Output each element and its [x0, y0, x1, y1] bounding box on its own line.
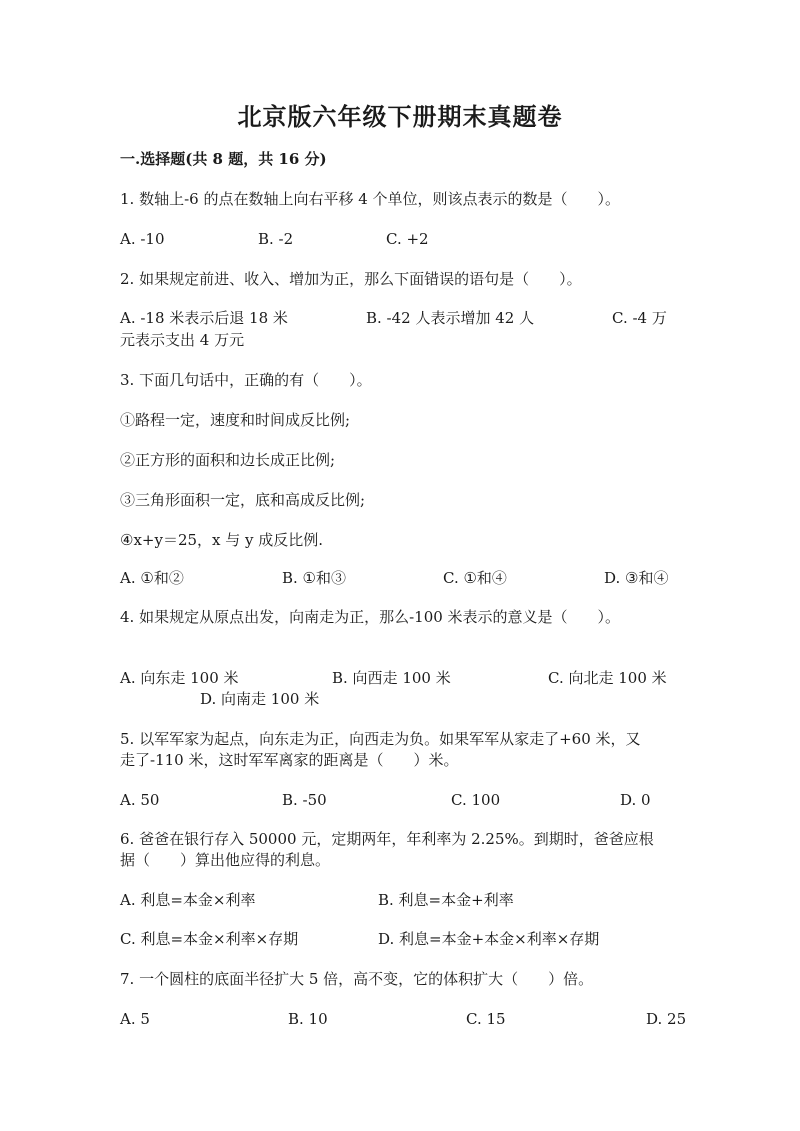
question-6-option-d: D. 利息=本金+本金×利率×存期: [378, 930, 600, 948]
question-2-option-c-continued: 元表示支出 4 万元: [120, 331, 245, 349]
question-3-option-d: D. ③和④: [604, 569, 669, 587]
question-7-option-b: B. 10: [288, 1010, 328, 1028]
section-heading: 一.选择题(共 8 题，共 16 分): [120, 150, 327, 168]
question-1-option-c: C. +2: [386, 230, 429, 248]
question-7-option-c: C. 15: [466, 1010, 506, 1028]
question-4-option-b: B. 向西走 100 米: [332, 669, 451, 687]
question-3-statement-3: ③三角形面积一定，底和高成反比例;: [120, 491, 366, 509]
question-2-option-a: A. -18 米表示后退 18 米: [120, 309, 288, 327]
question-6-stem-line-2: 据（ ）算出他应得的利息。: [120, 851, 331, 869]
question-2-option-c: C. -4 万: [612, 309, 667, 327]
question-3-stem: 3. 下面几句话中，正确的有（ ）。: [120, 371, 372, 389]
question-5-option-c: C. 100: [451, 791, 501, 809]
question-7-stem: 7. 一个圆柱的底面半径扩大 5 倍，高不变，它的体积扩大（ ）倍。: [120, 970, 594, 988]
question-3-statement-2: ②正方形的面积和边长成正比例;: [120, 451, 336, 469]
question-6-option-c: C. 利息=本金×利率×存期: [120, 930, 299, 948]
question-1-option-a: A. -10: [120, 230, 165, 248]
question-6-stem-line-1: 6. 爸爸在银行存入 50000 元，定期两年，年利率为 2.25%。到期时，爸爸应根: [120, 830, 654, 848]
question-5-option-a: A. 50: [120, 791, 160, 809]
question-6-option-a: A. 利息=本金×利率: [120, 891, 256, 909]
question-6-option-b: B. 利息=本金+利率: [378, 891, 514, 909]
question-3-statement-4: ④x+y＝25，x 与 y 成反比例.: [120, 531, 324, 549]
question-5-option-b: B. -50: [282, 791, 327, 809]
page-title: 北京版六年级下册期末真题卷: [237, 102, 563, 131]
question-5-stem-line-2: 走了-110 米，这时军军离家的距离是（ ）米。: [120, 751, 459, 769]
question-4-option-a: A. 向东走 100 米: [120, 669, 239, 687]
question-3-option-b: B. ①和③: [282, 569, 347, 587]
question-7-option-d: D. 25: [646, 1010, 687, 1028]
question-3-option-a: A. ①和②: [120, 569, 184, 587]
question-7-option-a: A. 5: [120, 1010, 150, 1028]
question-4-option-d: D. 向南走 100 米: [200, 690, 320, 708]
question-2-option-b: B. -42 人表示增加 42 人: [366, 309, 535, 327]
question-1-stem: 1. 数轴上-6 的点在数轴上向右平移 4 个单位，则该点表示的数是（ ）。: [120, 190, 621, 208]
question-1-option-b: B. -2: [258, 230, 294, 248]
question-4-stem: 4. 如果规定从原点出发，向南走为正，那么-100 米表示的意义是（ ）。: [120, 608, 621, 626]
question-5-stem-line-1: 5. 以军军家为起点，向东走为正，向西走为负。如果军军从家走了+60 米，又: [120, 730, 641, 748]
question-5-option-d: D. 0: [620, 791, 651, 809]
question-3-option-c: C. ①和④: [443, 569, 507, 587]
question-2-stem: 2. 如果规定前进、收入、增加为正，那么下面错误的语句是（ ）。: [120, 270, 582, 288]
question-3-statement-1: ①路程一定，速度和时间成反比例;: [120, 411, 351, 429]
question-4-option-c: C. 向北走 100 米: [548, 669, 667, 687]
